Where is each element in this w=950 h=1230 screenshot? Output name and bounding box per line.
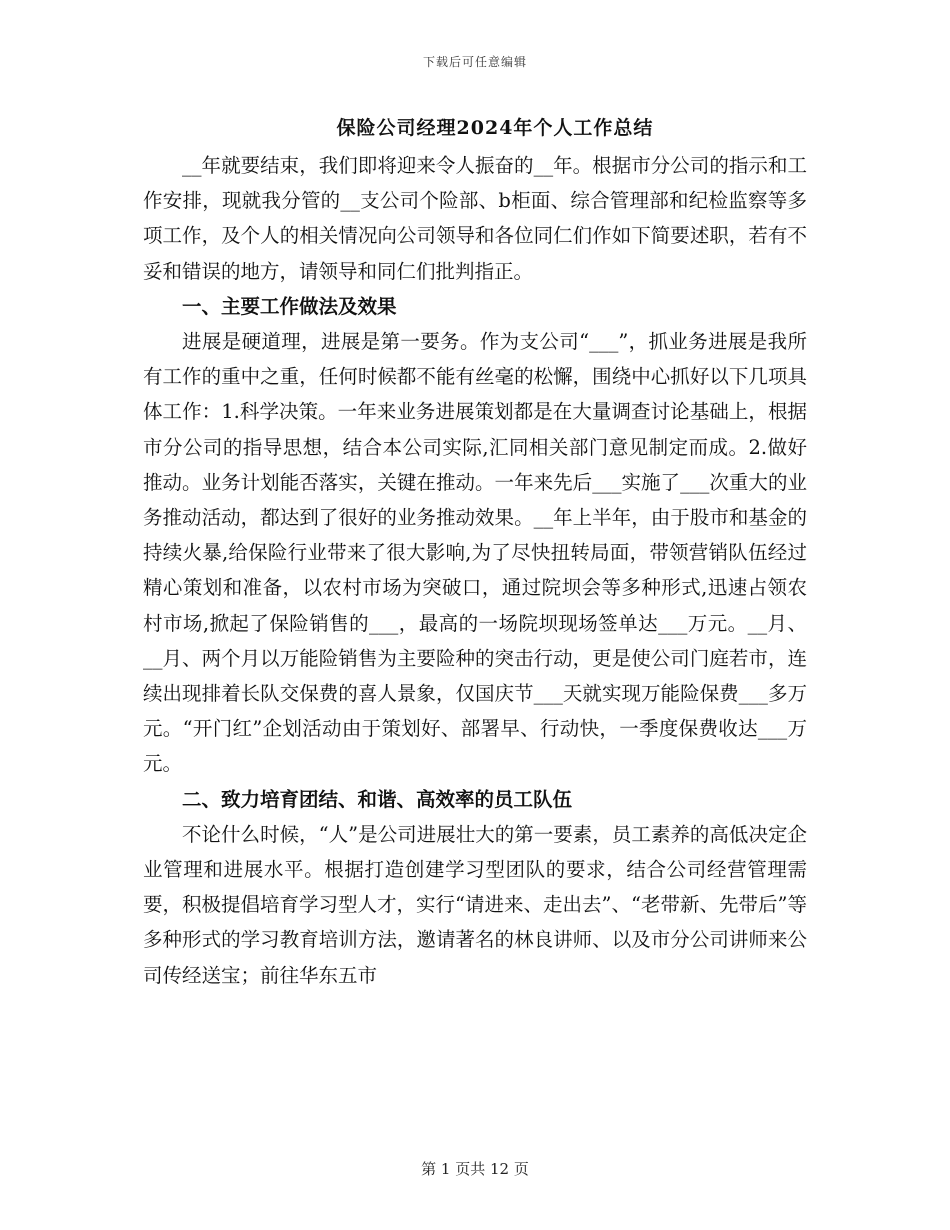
section-2-heading: 二、致力培育团结、和谐、高效率的员工队伍 [182,787,573,811]
intro-paragraph: __年就要结束，我们即将迎来令人振奋的__年。根据市分公司的指示和工作安排，现就我分管的__支公司个险部、b柜面、综合管理部和纪检监察等多项工作，及个人的相关情况向公司领导和各位同仁们作如下简要述职，若有不妥和错误的地方，请领导和同仁们批判指正。 [143,154,807,283]
document-title: 保险公司经理2024年个人工作总结 [336,117,654,139]
section-2-paragraph: 不论什么时候，“人”是公司进展壮大的第一要素，员工素养的高低决定企业管理和进展水平。根据打造创建学习型团队的要求，结合公司经营管理需要，积极提倡培育学习型人才，实行“请进来、走出去”、“老带新、先带后”等多种形式的学习教育培训方法，邀请著名的林良讲师、以及市分公司讲师来公司传经送宝；前往华东五市 [143,822,807,987]
document-body [143,148,807,993]
page-footer: 第 1 页共 12 页 [421,1160,529,1178]
section-1-paragraph: 进展是硬道理，进展是第一要务。作为支公司“___”，抓业务进展是我所有工作的重中之重，任何时候都不能有丝毫的松懈，围绕中心抓好以下几项具体工作：1.科学决策。一年来业务进展策划都是在大量调查讨论基础上，根据市分公司的指导思想，结合本公司实际,汇同相关部门意见制定而成。2.做好推动。业务计划能否落实，关键在推动。一年来先后___实施了___次重大的业务推动活动，都达到了很好的业务推动效果。__年上半年，由于股市和基金的持续火暴,给保险行业带来了很大影响,为了尽快扭转局面，带领营销队伍经过精心策划和准备，以农村市场为突破口，通过院坝会等多种形式,迅速占领农村市场,掀起了保险销售的___，最高的一场院坝现场签单达___万元。__月、__月、两个月以万能险销售为主要险种的突击行动，更是使公司门庭若市，连续出现排着长队交保费的喜人景象，仅国庆节___天就实现万能险保费___多万元。“开门红”企划活动由于策划好、部署早、行动快，一季度保费收达___万元。 [143,330,807,776]
section-1-heading: 一、主要工作做法及效果 [182,294,397,318]
header-note: 下载后可任意编辑 [422,55,527,69]
